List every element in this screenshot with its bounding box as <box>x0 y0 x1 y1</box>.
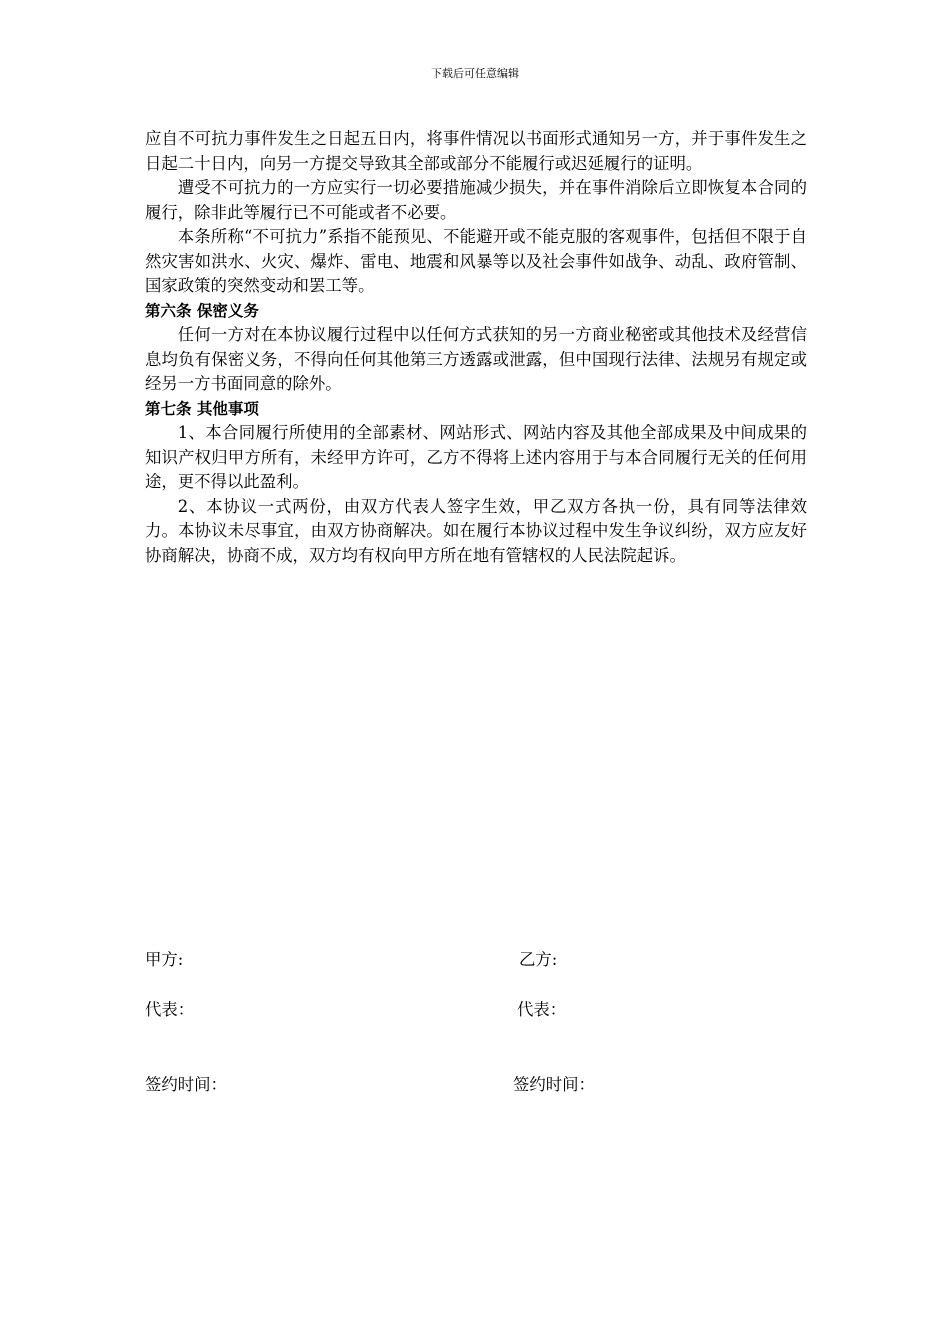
article-seven-heading: 第七条 其他事项 <box>145 399 259 418</box>
party-a-representative-label: 代表： <box>145 1000 195 1019</box>
ip-ownership-paragraph: 1、本合同履行所使用的全部素材、网站形式、网站内容及其他全部成果及中间成果的知识产权归甲方所有，未经甲方许可，乙方不得将上述内容用于与本合同履行无关的任何用途，更不得以此盈利。 <box>145 423 807 491</box>
party-a-label: 甲方: <box>145 950 184 969</box>
contract-body <box>145 127 807 568</box>
party-b-sign-date-label: 签约时间： <box>513 1075 595 1094</box>
party-b-label: 乙方: <box>519 950 558 969</box>
page-header-note: 下载后可任意编辑 <box>431 67 519 80</box>
mitigation-paragraph: 遭受不可抗力的一方应实行一切必要措施减少损失，并在事件消除后立即恢复本合同的履行，除非此等履行已不可能或者不必要。 <box>145 178 807 222</box>
force-majeure-notice-paragraph: 应自不可抗力事件发生之日起五日内，将事件情况以书面形式通知另一方，并于事件发生之日起二十日内，向另一方提交导致其全部或部分不能履行或迟延履行的证明。 <box>145 129 807 173</box>
party-b-representative-label: 代表： <box>517 1000 567 1019</box>
confidentiality-paragraph: 任何一方对在本协议履行过程中以任何方式获知的另一方商业秘密或其他技术及经营信息均负有保密义务，不得向任何其他第三方透露或泄露，但中国现行法律、法规另有规定或经另一方书面同意的除外。 <box>145 325 807 393</box>
copies-and-disputes-paragraph: 2、本协议一式两份，由双方代表人签字生效，甲乙双方各执一份，具有同等法律效力。本协议未尽事宜，由双方协商解决。如在履行本协议过程中发生争议纠纷，双方应友好协商解决，协商不成，双方均有权向甲方所在地有管辖权的人民法院起诉。 <box>145 496 807 565</box>
party-a-sign-date-label: 签约时间： <box>145 1075 227 1094</box>
article-six-heading: 第六条 保密义务 <box>145 301 259 320</box>
force-majeure-definition-paragraph: 本条所称“不可抗力”系指不能预见、不能避开或不能克服的客观事件，包括但不限于自然灾害如洪水、火灾、爆炸、雷电、地震和风暴等以及社会事件如战争、动乱、政府管制、国家政策的突然变动和罢工等。 <box>145 227 807 295</box>
